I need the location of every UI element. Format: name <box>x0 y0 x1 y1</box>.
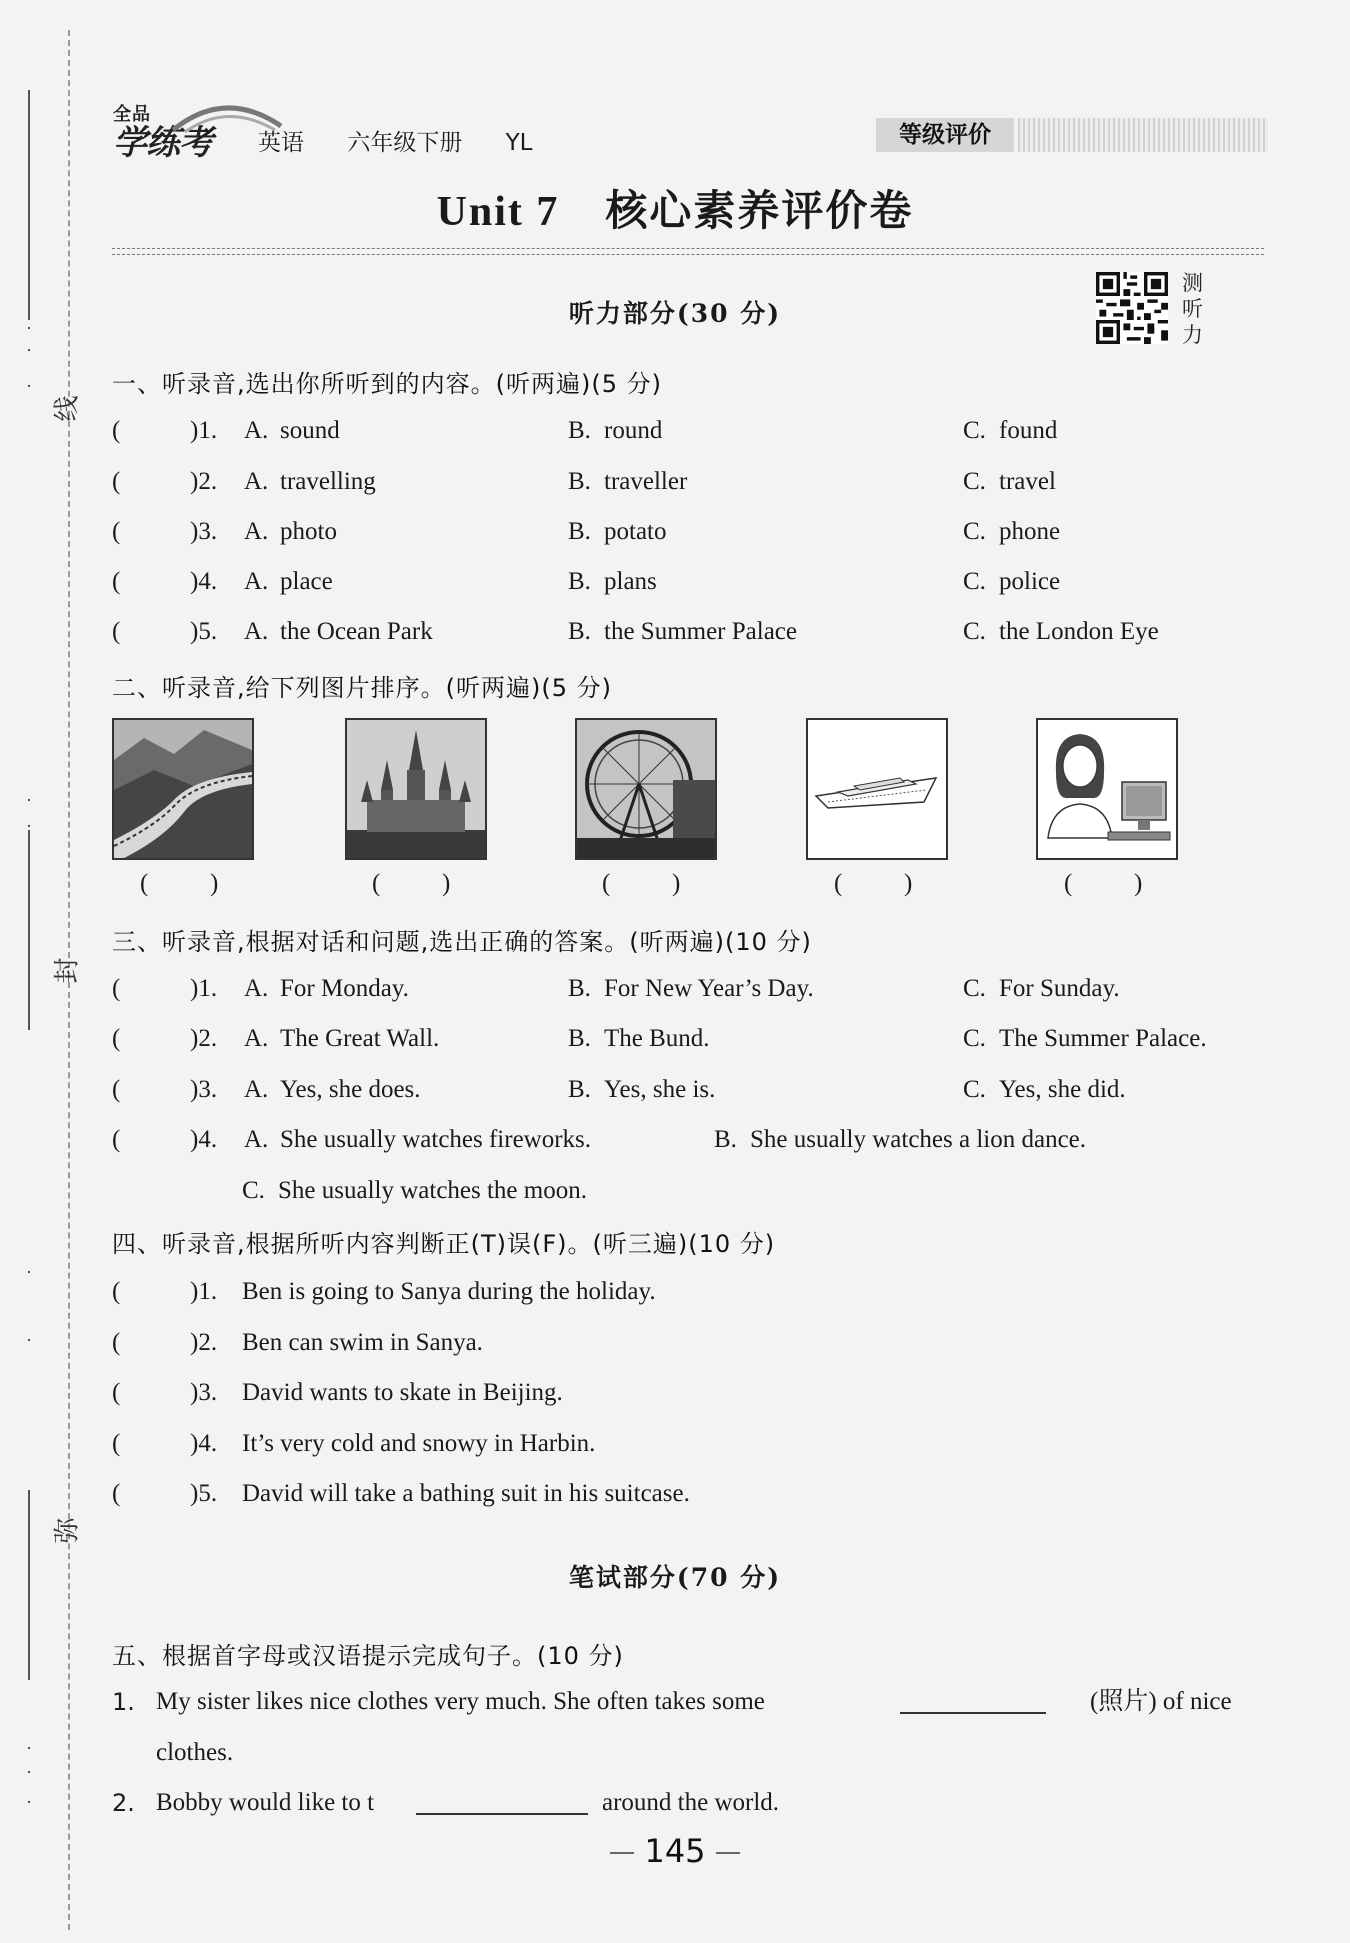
part3-title: 三、听录音,根据对话和问题,选出正确的答案。(听两遍)(10 分) <box>112 928 812 956</box>
binding-char-close: 弥 <box>52 1517 83 1544</box>
part2-title: 二、听录音,给下列图片排序。(听两遍)(5 分) <box>112 674 612 702</box>
option-c: C. police <box>963 568 1061 595</box>
option-c: C. The Summer Palace. <box>963 1025 1207 1052</box>
option-a: A. For Monday. <box>244 975 409 1002</box>
binding-char-seal: 封 <box>52 957 83 984</box>
part1-title: 一、听录音,选出你所听到的内容。(听两遍)(5 分) <box>112 370 662 398</box>
answer-blank[interactable]: ( <box>112 1379 121 1406</box>
option-b: B. traveller <box>568 468 688 495</box>
fill-sentence: 1. My sister likes nice clothes very much. She often takes some (照片) of nice <box>112 1684 1272 1720</box>
option-b: B. She usually watches a lion dance. <box>714 1126 1087 1153</box>
answer-blank[interactable]: ( <box>112 1076 121 1103</box>
answer-blank[interactable]: ( <box>112 568 121 595</box>
answer-blank[interactable]: ( <box>112 1025 121 1052</box>
option-a: A. sound <box>244 417 340 444</box>
exam-page: · · · · · · · · · · 线 封 弥 全品 学练考 英语 六年级下册 YL 等级评价 Unit 7 核心素养评价卷 听力部分(30 分) 测 听 力 一、听录音,选出你所听到的内容。(听两遍)(5 分) ( )1. A. sound B. round C. found ( )2. A. travelling B. traveller C. travel ( )3. A. photo B. potato C. phone ( )4. A. place B. plans C. police ( )5. A. the Ocean Park B. the Summer Palace C. the London Eye 二、听录音,给下列图片排序。(听两遍)(5 分) ( ) ( ) ( ) ( ) ( ) 三、听录音,根据对话和问题,选出正确的答案。(听两遍)(10 分) ( )1. A. For Monday. B. For New Year’s Day. C. For Sunday. ( )2. A. The Great Wall. B. The Bund. C. The Summer Palace. ( )3. A. Yes, she does. B. Yes, she is. C. Yes, she did. ( )4. A. She usually watches fireworks. B. She usually watches a lion dance. C. She usually watches the moon. 四、听录音,根据所听内容判断正(T)误(F)。(听三遍)(10 分) ( )1. Ben is going to Sanya during the holiday. ( )2. Ben can swim in Sanya. ( )3. David wants to skate in Beijing. ( )4. It’s very cold and snowy in Harbin. ( )5. David will take a bathing suit in his suitcase. 笔试部分(70 分) 五、根据首字母或汉语提示完成句子。(10 分) 1. My sister likes nice clothes very much. She often takes some (照片) of nice clothes. 2. Bobby would like to t around the world. 145 <box>0 0 1350 1943</box>
answer-blank[interactable]: ( ) <box>140 870 219 897</box>
binding-char-line: 线 <box>52 395 83 422</box>
ferris-wheel-photo <box>575 718 717 860</box>
book-info <box>258 124 555 157</box>
listening-heading: 听力部分(30 分) <box>568 299 782 328</box>
qr-caption: 测 听 力 <box>1182 271 1203 347</box>
grade: 六年级下册 <box>347 130 463 156</box>
option-b: B. the Summer Palace <box>568 618 797 645</box>
option-c: C. the London Eye <box>963 618 1159 645</box>
answer-blank[interactable]: ( <box>112 618 121 645</box>
header-stripes <box>1018 118 1268 152</box>
logo-main-text: 学练考 <box>113 123 212 163</box>
fill-blank[interactable] <box>416 1785 588 1815</box>
answer-blank[interactable]: ( ) <box>1064 870 1143 897</box>
answer-blank[interactable]: ( <box>112 975 121 1002</box>
option-c: C. travel <box>963 468 1056 495</box>
answer-blank[interactable]: ( <box>112 1430 121 1457</box>
option-c: C. phone <box>963 518 1061 545</box>
option-a: A. Yes, she does. <box>244 1076 421 1103</box>
option-b: B. round <box>568 417 663 444</box>
option-c: C. Yes, she did. <box>963 1076 1126 1103</box>
answer-blank[interactable]: ( ) <box>602 870 681 897</box>
part4-title: 四、听录音,根据所听内容判断正(T)误(F)。(听三遍)(10 分) <box>112 1230 776 1258</box>
brand-logo <box>113 100 212 163</box>
statement: David wants to skate in Beijing. <box>242 1379 563 1406</box>
answer-blank[interactable]: ( <box>112 468 121 495</box>
answer-blank[interactable]: ( <box>112 1329 121 1356</box>
statement: David will take a bathing suit in his suitcase. <box>242 1480 690 1507</box>
test-name: 核心素养评价卷 <box>605 189 914 235</box>
binding-solid-line <box>28 830 30 1030</box>
subject: 英语 <box>258 130 304 156</box>
option-b: B. Yes, she is. <box>568 1076 716 1103</box>
part5-title: 五、根据首字母或汉语提示完成句子。(10 分) <box>112 1642 624 1670</box>
answer-blank[interactable]: ( <box>112 518 121 545</box>
fill-sentence: 2. Bobby would like to t around the world. <box>112 1785 1272 1821</box>
answer-blank[interactable]: ( <box>112 1278 121 1305</box>
grade-badge: 等级评价 <box>876 118 1014 152</box>
option-b: B. plans <box>568 568 657 595</box>
option-a: A. place <box>244 568 333 595</box>
option-c: C. For Sunday. <box>963 975 1120 1002</box>
statement: Ben can swim in Sanya. <box>242 1329 483 1356</box>
unit-label: Unit 7 <box>436 189 560 235</box>
qr-code-icon[interactable] <box>1096 272 1168 344</box>
logo-small-text: 全品 <box>113 104 151 125</box>
answer-blank[interactable]: ( ) <box>834 870 913 897</box>
option-a: A. The Great Wall. <box>244 1025 440 1052</box>
answer-blank[interactable]: ( <box>112 1480 121 1507</box>
option-b: B. For New Year’s Day. <box>568 975 814 1002</box>
castle-photo <box>345 718 487 860</box>
answer-blank[interactable]: ( ) <box>372 870 451 897</box>
cruise-ship-drawing <box>806 718 948 860</box>
statement: Ben is going to Sanya during the holiday. <box>242 1278 656 1305</box>
page-number: 145 <box>0 1832 1350 1870</box>
option-c: C. found <box>963 417 1058 444</box>
option-a: A. photo <box>244 518 337 545</box>
option-a: A. She usually watches fireworks. <box>244 1126 592 1153</box>
page-title <box>0 178 1350 238</box>
fill-blank[interactable] <box>900 1684 1046 1714</box>
writing-heading: 笔试部分(70 分) <box>568 1563 782 1592</box>
great-wall-photo <box>112 718 254 860</box>
answer-blank[interactable]: ( <box>112 417 121 444</box>
girl-computer-drawing <box>1036 718 1178 860</box>
edition: YL <box>505 130 533 156</box>
option-c: C. She usually watches the moon. <box>242 1177 587 1204</box>
option-b: B. potato <box>568 518 667 545</box>
title-divider <box>112 254 1264 255</box>
answer-blank[interactable]: ( <box>112 1126 121 1153</box>
option-a: A. the Ocean Park <box>244 618 433 645</box>
statement: It’s very cold and snowy in Harbin. <box>242 1430 596 1457</box>
option-a: A. travelling <box>244 468 376 495</box>
title-divider <box>112 248 1264 249</box>
option-b: B. The Bund. <box>568 1025 710 1052</box>
